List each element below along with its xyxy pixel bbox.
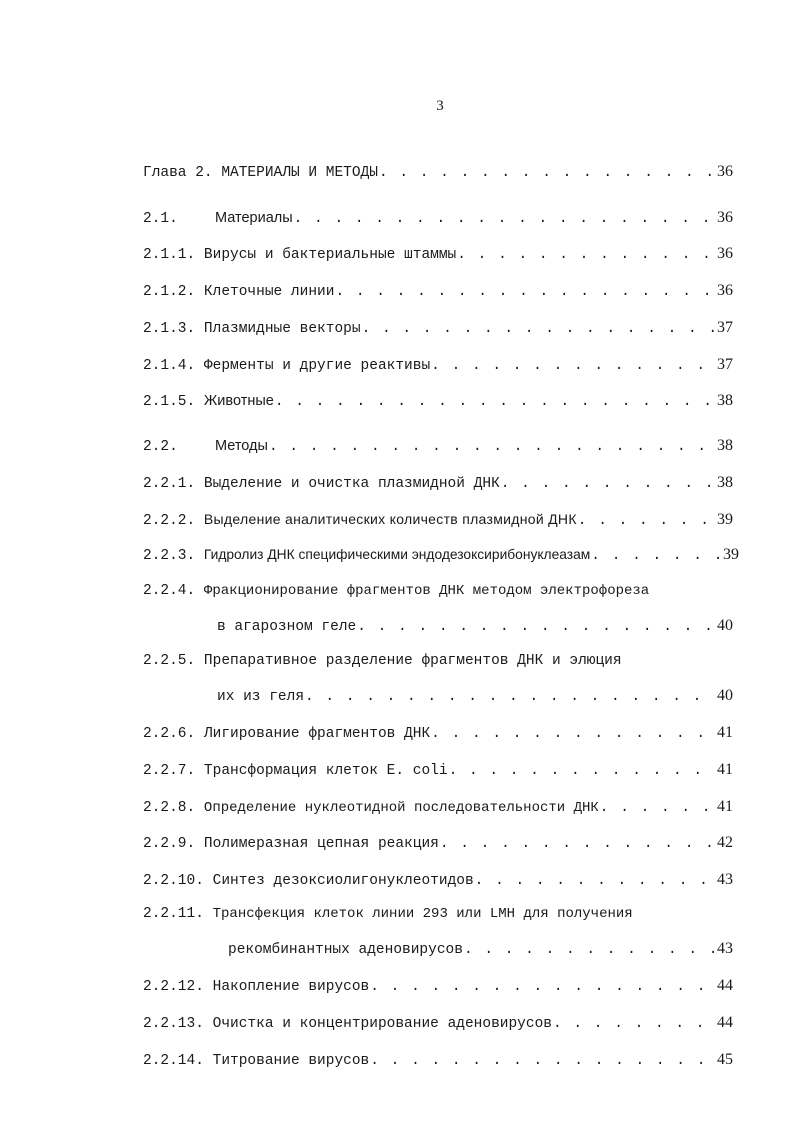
toc-entry-title: Плазмидные векторы [203,321,361,337]
toc-entry-title: Очистка и концентрирование аденовирусов [212,1016,552,1032]
toc-entry-number: 2.1.2. [143,284,196,300]
toc-entry-title: Ферменты и другие реактивы [203,358,431,374]
toc-entry-2-2-12 [143,976,733,997]
toc-entry-page: 36 [717,282,733,299]
toc-entry-2-1 [143,208,733,229]
dot-leader [475,871,716,891]
toc-entry-number: 2.2.11. [143,906,204,922]
toc-entry-title: Материалы [215,210,293,226]
dot-leader [379,163,716,183]
toc-entry-2-2 [143,436,733,457]
toc-entry-title: Титрование вирусов [212,1053,370,1069]
dot-leader [457,245,716,265]
dot-leader [370,1051,716,1071]
toc-entry-title: Определение нуклеотидной последовательности ДНК [203,800,599,816]
dot-leader [501,474,716,494]
toc-entry-number: 2.2.3. [143,548,196,564]
toc-entry-2-2-9 [143,833,733,854]
toc-entry-2-1-3 [143,318,733,339]
toc-entry-title: Лигирование фрагментов ДНК [203,726,431,742]
toc-entry-title: Методы [215,438,268,454]
toc-entry-page: 43 [717,940,733,957]
toc-entry-title: Гидролиз ДНК специфическими эндодезоксирибонуклеазам [203,547,591,562]
toc-entry-number: 2.2.6. [143,726,196,742]
dot-leader [275,392,716,412]
toc-entry-page: 41 [717,761,733,778]
toc-entry-number: Глава 2. [143,165,213,181]
toc-entry-number: 2.2.4. [143,583,196,599]
toc-entry-title: Выделение и очистка плазмидной ДНК [203,476,500,492]
toc-entry-page: 39 [717,511,733,528]
toc-entry-2-2-7 [143,760,733,781]
toc-entry-number: 2.2.2. [143,513,196,529]
toc-entry-2-2-10 [143,870,733,891]
toc-entry-title: Вирусы и бактериальные штаммы [203,247,457,263]
toc-entry-2-2-1 [143,473,733,494]
toc-entry-number: 2.2.9. [143,836,196,852]
toc-entry-page: 37 [717,319,733,336]
toc-entry-2-1-2 [143,281,733,302]
toc-entry-title: Накопление вирусов [212,979,370,995]
toc-entry-page: 44 [717,1014,733,1031]
dot-leader [269,437,716,457]
dot-leader [294,209,716,229]
toc-entry-page: 36 [717,245,733,262]
toc-entry-2-2-2 [143,509,733,531]
toc-entry-number: 2.2.7. [143,763,196,779]
dot-leader [335,282,716,302]
dot-leader [600,798,716,818]
dot-leader [370,977,716,997]
toc-entry-2-2-5-continuation [217,686,733,707]
toc-entry-page: 39 [723,546,739,563]
toc-entry-chapter-2 [143,162,733,183]
toc-entry-2-2-5 [143,651,733,671]
toc-entry-2-2-4 [143,581,733,601]
toc-entry-title-continuation: рекомбинантных аденовирусов [228,942,463,958]
toc-entry-2-1-5 [143,391,733,412]
toc-entry-title: Выделение аналитических количеств плазмидной ДНК [203,511,577,527]
toc-entry-title: Клеточные линии [203,284,335,300]
toc-entry-2-2-13 [143,1013,733,1034]
toc-entry-page: 38 [717,474,733,491]
toc-entry-number: 2.2.1. [143,476,196,492]
toc-entry-number: 2.2.13. [143,1016,204,1032]
toc-entry-title: Трансформация клеток E. coli [203,763,448,779]
toc-entry-page: 40 [717,617,733,634]
dot-leader [440,834,716,854]
toc-entry-page: 44 [717,977,733,994]
toc-entry-page: 42 [717,834,733,851]
toc-entry-title: МАТЕРИАЛЫ И МЕТОДЫ [221,165,378,181]
toc-entry-page: 38 [717,437,733,454]
toc-entry-page: 45 [717,1051,733,1068]
toc-entry-page: 36 [717,209,733,226]
toc-entry-2-2-14 [143,1050,733,1071]
dot-leader [431,724,716,744]
toc-entry-number: 2.1. [143,211,178,227]
toc-entry-title: Синтез дезоксиолигонуклеотидов [212,873,474,889]
toc-entry-2-2-3 [143,545,739,566]
toc-entry-number: 2.1.5. [143,394,196,410]
toc-entry-number: 2.2.5. [143,653,196,669]
toc-entry-number: 2.2.12. [143,979,204,995]
toc-entry-number: 2.2.8. [143,800,196,816]
toc-entry-title: Фракционирование фрагментов ДНК методом электрофореза [203,583,650,599]
toc-entry-title: Препаративное разделение фрагментов ДНК и элюция [203,653,622,669]
dot-leader [362,319,716,339]
toc-entry-title-continuation: их из геля [217,689,305,705]
toc-entry-number: 2.1.1. [143,247,196,263]
toc-entry-page: 41 [717,724,733,741]
page-number: 3 [436,98,444,114]
toc-entry-page: 41 [717,798,733,815]
dot-leader [578,511,716,531]
toc-entry-number: 2.1.4. [143,358,196,374]
toc-entry-number: 2.2. [143,439,178,455]
toc-entry-number: 2.2.14. [143,1053,204,1069]
dot-leader [305,687,716,707]
toc-entry-2-2-11-continuation [228,939,733,960]
toc-entry-2-1-1 [143,244,733,265]
toc-entry-title-continuation: в агарозном геле [217,619,357,635]
toc-entry-page: 37 [717,356,733,373]
dot-leader [357,617,716,637]
toc-entry-2-2-4-continuation [217,616,733,637]
toc-entry-number: 2.2.10. [143,873,204,889]
toc-entry-title: Трансфекция клеток линии 293 или LMH для получения [212,906,633,922]
toc-entry-page: 40 [717,687,733,704]
toc-entry-page: 43 [717,871,733,888]
toc-entry-title: Животные [203,393,274,409]
dot-leader [464,940,716,960]
toc-entry-page: 38 [717,392,733,409]
toc-entry-2-2-6 [143,723,733,744]
toc-entry-2-2-8 [143,797,733,818]
dot-leader [449,761,716,781]
toc-entry-page: 36 [717,163,733,180]
toc-entry-title: Полимеразная цепная реакция [203,836,439,852]
dot-leader [553,1014,716,1034]
toc-entry-number: 2.1.3. [143,321,196,337]
dot-leader [431,356,716,376]
dot-leader [591,546,722,566]
toc-entry-2-1-4 [143,355,733,376]
toc-entry-2-2-11 [143,904,733,924]
